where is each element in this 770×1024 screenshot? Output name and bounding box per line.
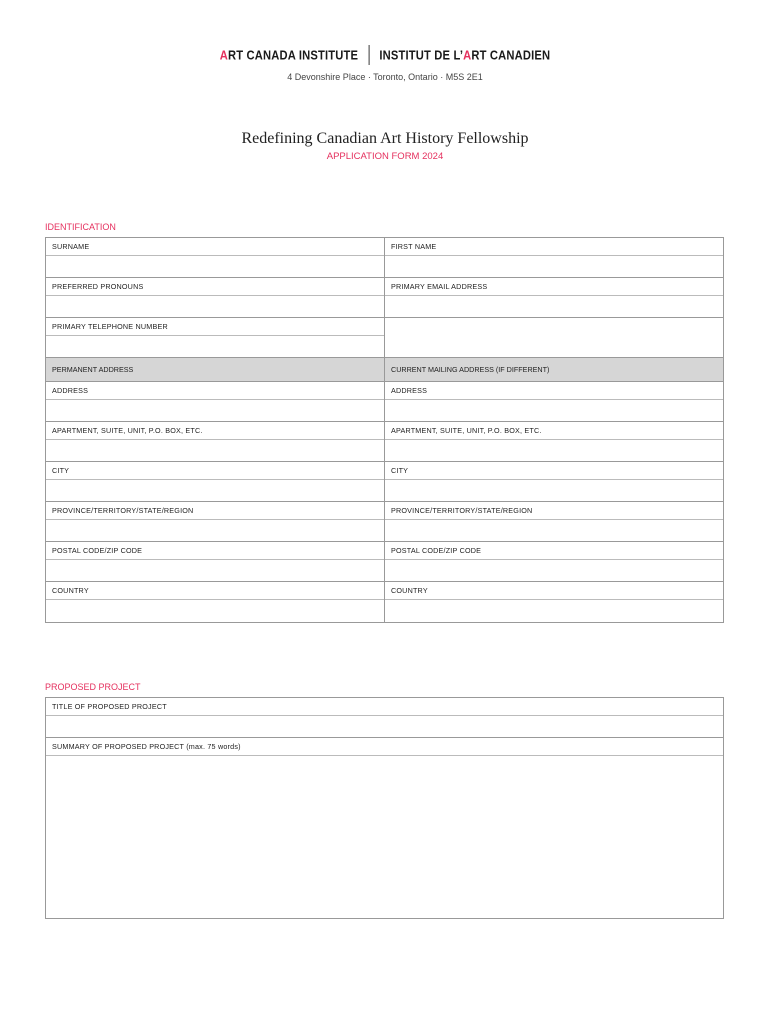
logo-french-part2: RT CANADIEN bbox=[471, 47, 551, 63]
project-summary-label: SUMMARY OF PROPOSED PROJECT (max. 75 words) bbox=[46, 738, 723, 756]
identification-table bbox=[45, 237, 724, 623]
surname-field[interactable] bbox=[46, 256, 384, 278]
current-country-field[interactable] bbox=[385, 600, 723, 622]
current-apartment-field[interactable] bbox=[385, 440, 723, 462]
current-province-cell bbox=[384, 502, 723, 542]
current-city-field[interactable] bbox=[385, 480, 723, 502]
logo-french-accent-letter: A bbox=[463, 47, 472, 63]
project-summary-row bbox=[46, 738, 723, 918]
current-apartment-label: APARTMENT, SUITE, UNIT, P.O. BOX, ETC. bbox=[385, 422, 723, 440]
address-row bbox=[46, 382, 723, 422]
email-label: PRIMARY EMAIL ADDRESS bbox=[385, 278, 723, 296]
surname-cell bbox=[46, 238, 384, 278]
postal-row bbox=[46, 542, 723, 582]
permanent-address-cell bbox=[46, 382, 384, 422]
logo-accent-letter: A bbox=[219, 47, 228, 63]
current-apartment-cell bbox=[384, 422, 723, 462]
telephone-cell bbox=[46, 318, 384, 358]
permanent-city-field[interactable] bbox=[46, 480, 384, 502]
permanent-apartment-cell bbox=[46, 422, 384, 462]
project-summary-cell bbox=[46, 738, 723, 918]
permanent-apartment-field[interactable] bbox=[46, 440, 384, 462]
permanent-address-header: PERMANENT ADDRESS bbox=[52, 365, 134, 374]
project-title-cell bbox=[46, 698, 723, 738]
current-province-field[interactable] bbox=[385, 520, 723, 542]
permanent-postal-field[interactable] bbox=[46, 560, 384, 582]
logo-french-part1: INSTITUT DE L’ bbox=[379, 47, 464, 63]
permanent-postal-label: POSTAL CODE/ZIP CODE bbox=[46, 542, 384, 560]
current-postal-label: POSTAL CODE/ZIP CODE bbox=[385, 542, 723, 560]
permanent-postal-cell bbox=[46, 542, 384, 582]
permanent-country-cell bbox=[46, 582, 384, 622]
permanent-province-cell bbox=[46, 502, 384, 542]
logo-divider bbox=[368, 45, 369, 65]
permanent-country-label: COUNTRY bbox=[46, 582, 384, 600]
project-table bbox=[45, 697, 724, 919]
institute-logo bbox=[54, 46, 716, 66]
current-province-label: PROVINCE/TERRITORY/STATE/REGION bbox=[385, 502, 723, 520]
project-title-label: TITLE OF PROPOSED PROJECT bbox=[46, 698, 723, 716]
current-postal-field[interactable] bbox=[385, 560, 723, 582]
permanent-province-label: PROVINCE/TERRITORY/STATE/REGION bbox=[46, 502, 384, 520]
permanent-apartment-label: APARTMENT, SUITE, UNIT, P.O. BOX, ETC. bbox=[46, 422, 384, 440]
identification-section-label: IDENTIFICATION bbox=[45, 222, 116, 232]
first-name-label: FIRST NAME bbox=[385, 238, 723, 256]
project-title-row bbox=[46, 698, 723, 738]
pronouns-field[interactable] bbox=[46, 296, 384, 318]
blank-cell bbox=[384, 318, 723, 358]
telephone-field[interactable] bbox=[46, 336, 384, 358]
form-title: Redefining Canadian Art History Fellowship bbox=[241, 130, 529, 147]
surname-label: SURNAME bbox=[46, 238, 384, 256]
logo-english: RT CANADA INSTITUTE bbox=[227, 47, 359, 63]
current-city-cell bbox=[384, 462, 723, 502]
telephone-row bbox=[46, 318, 723, 358]
permanent-city-label: CITY bbox=[46, 462, 384, 480]
permanent-province-field[interactable] bbox=[46, 520, 384, 542]
current-city-label: CITY bbox=[385, 462, 723, 480]
telephone-label: PRIMARY TELEPHONE NUMBER bbox=[46, 318, 384, 336]
current-address-header: CURRENT MAILING ADDRESS (IF DIFFERENT) bbox=[384, 358, 723, 381]
project-summary-field[interactable] bbox=[46, 756, 723, 918]
pronouns-email-row bbox=[46, 278, 723, 318]
first-name-field[interactable] bbox=[385, 256, 723, 278]
pronouns-label: PREFERRED PRONOUNS bbox=[46, 278, 384, 296]
current-address-label: ADDRESS bbox=[385, 382, 723, 400]
first-name-cell bbox=[384, 238, 723, 278]
city-row bbox=[46, 462, 723, 502]
permanent-city-cell bbox=[46, 462, 384, 502]
institute-address: 4 Devonshire Place · Toronto, Ontario · M5S 2E1 bbox=[287, 72, 483, 82]
current-postal-cell bbox=[384, 542, 723, 582]
permanent-address-field[interactable] bbox=[46, 400, 384, 422]
permanent-address-label: ADDRESS bbox=[46, 382, 384, 400]
apartment-row bbox=[46, 422, 723, 462]
pronouns-cell bbox=[46, 278, 384, 318]
address-header-row bbox=[46, 358, 723, 382]
current-address-cell bbox=[384, 382, 723, 422]
form-subtitle: APPLICATION FORM 2024 bbox=[326, 151, 444, 162]
permanent-country-field[interactable] bbox=[46, 600, 384, 622]
project-section-label: PROPOSED PROJECT bbox=[45, 682, 141, 692]
current-country-label: COUNTRY bbox=[385, 582, 723, 600]
country-row bbox=[46, 582, 723, 622]
name-row bbox=[46, 238, 723, 278]
email-cell bbox=[384, 278, 723, 318]
province-row bbox=[46, 502, 723, 542]
current-address-field[interactable] bbox=[385, 400, 723, 422]
email-field[interactable] bbox=[385, 296, 723, 318]
project-title-field[interactable] bbox=[46, 716, 723, 738]
current-country-cell bbox=[384, 582, 723, 622]
